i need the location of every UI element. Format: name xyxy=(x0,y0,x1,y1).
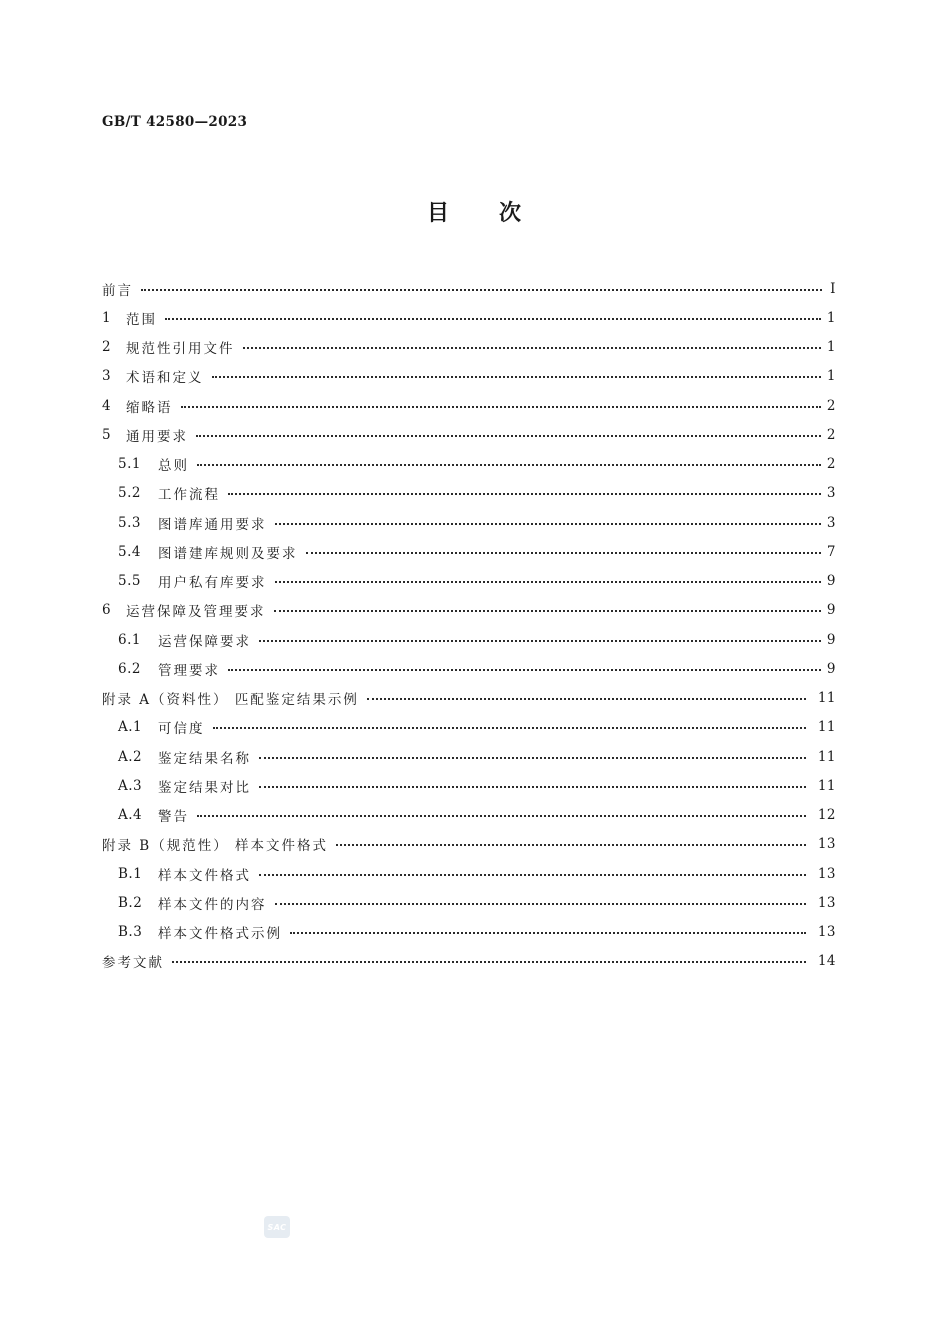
toc-entry-page: 11 xyxy=(817,719,836,736)
toc-entry-number: 6.2 xyxy=(118,660,141,677)
table-of-contents xyxy=(102,274,836,976)
toc-entry-number: 6.1 xyxy=(118,631,141,648)
toc-entry-number: A.2 xyxy=(118,748,143,765)
toc-entry-page: 9 xyxy=(826,602,836,619)
toc-entry[interactable] xyxy=(102,537,836,566)
toc-entry-label: 通用要求 xyxy=(126,428,188,445)
toc-entry-label: 可信度 xyxy=(158,721,205,738)
toc-entry-page: 11 xyxy=(817,777,836,794)
toc-entry-label: 鉴定结果名称 xyxy=(158,750,251,767)
toc-entry-number: 3 xyxy=(102,368,112,385)
toc-dot-leader xyxy=(367,698,806,700)
toc-entry-page: 11 xyxy=(817,690,836,707)
title-char-2: 次 xyxy=(499,201,524,226)
toc-entry-label: 缩略语 xyxy=(126,399,173,416)
toc-entry[interactable] xyxy=(102,801,836,830)
toc-entry[interactable] xyxy=(102,303,836,332)
toc-entry-label: 鉴定结果对比 xyxy=(158,779,251,796)
toc-entry-page: 1 xyxy=(826,368,836,385)
toc-dot-leader xyxy=(213,727,807,729)
toc-dot-leader xyxy=(290,932,806,934)
toc-entry-page: 9 xyxy=(826,631,836,648)
toc-entry-page: 3 xyxy=(826,514,836,531)
toc-dot-leader xyxy=(306,552,821,554)
toc-entry-page: 9 xyxy=(826,573,836,590)
toc-entry-number: 1 xyxy=(102,309,112,326)
toc-entry[interactable] xyxy=(102,947,836,976)
toc-entry-number: B.1 xyxy=(118,865,143,882)
toc-entry-label: 附录 A（资料性） 匹配鉴定结果示例 xyxy=(102,692,359,709)
toc-entry[interactable] xyxy=(102,888,836,917)
toc-entry[interactable] xyxy=(102,713,836,742)
toc-entry-number: 6 xyxy=(102,602,112,619)
toc-entry[interactable] xyxy=(102,742,836,771)
page-title xyxy=(0,196,950,227)
toc-entry-page: 7 xyxy=(826,543,836,560)
toc-entry-page: 13 xyxy=(817,865,836,882)
toc-dot-leader xyxy=(197,815,806,817)
toc-entry-label: 图谱建库规则及要求 xyxy=(158,545,298,562)
toc-dot-leader xyxy=(212,376,821,378)
standard-code: GB/T 42580—2023 xyxy=(102,114,248,130)
toc-dot-leader xyxy=(336,844,806,846)
toc-entry-number: 5.3 xyxy=(118,514,141,531)
toc-entry[interactable] xyxy=(102,420,836,449)
toc-entry-page: 11 xyxy=(817,748,836,765)
toc-entry[interactable] xyxy=(102,654,836,683)
toc-entry[interactable] xyxy=(102,450,836,479)
toc-dot-leader xyxy=(275,581,821,583)
toc-entry-label: 警告 xyxy=(158,809,189,826)
toc-entry-number: 5.5 xyxy=(118,573,141,590)
toc-entry-page: 1 xyxy=(826,309,836,326)
toc-entry-page: 13 xyxy=(817,894,836,911)
toc-entry-page: 13 xyxy=(817,924,836,941)
toc-entry-page: 12 xyxy=(817,807,836,824)
toc-dot-leader xyxy=(196,435,821,437)
toc-dot-leader xyxy=(165,318,821,320)
toc-entry-label: 样本文件格式 xyxy=(158,867,251,884)
toc-dot-leader xyxy=(259,757,806,759)
toc-entry-page: 3 xyxy=(826,485,836,502)
toc-entry[interactable] xyxy=(102,859,836,888)
toc-entry-page: 2 xyxy=(826,426,836,443)
toc-entry-label: 样本文件格式示例 xyxy=(158,926,282,943)
toc-entry-page: 1 xyxy=(826,339,836,356)
toc-entry-number: A.4 xyxy=(118,807,143,824)
toc-dot-leader xyxy=(228,493,821,495)
toc-entry-number: 2 xyxy=(102,339,112,356)
toc-dot-leader xyxy=(259,640,821,642)
toc-entry[interactable] xyxy=(102,596,836,625)
toc-entry[interactable] xyxy=(102,479,836,508)
toc-entry-label: 前言 xyxy=(102,282,133,299)
toc-entry[interactable] xyxy=(102,333,836,362)
toc-entry-number: A.1 xyxy=(118,719,143,736)
sac-watermark-logo: SAC xyxy=(264,1216,290,1238)
toc-dot-leader xyxy=(172,961,806,963)
toc-entry-label: 参考文献 xyxy=(102,955,164,972)
toc-entry[interactable] xyxy=(102,830,836,859)
toc-entry-number: A.3 xyxy=(118,777,143,794)
toc-entry-page: 9 xyxy=(826,660,836,677)
toc-entry-label: 样本文件的内容 xyxy=(158,896,267,913)
toc-entry-label: 总则 xyxy=(158,458,189,475)
toc-entry-label: 管理要求 xyxy=(158,662,220,679)
toc-entry[interactable] xyxy=(102,362,836,391)
toc-dot-leader xyxy=(197,464,821,466)
toc-entry[interactable] xyxy=(102,274,836,303)
title-char-1: 目 xyxy=(426,201,451,226)
toc-entry[interactable] xyxy=(102,567,836,596)
toc-entry-page: 13 xyxy=(817,836,836,853)
toc-dot-leader xyxy=(141,289,822,291)
toc-dot-leader xyxy=(274,610,821,612)
toc-entry-label: 范围 xyxy=(126,311,157,328)
toc-entry-label: 用户私有库要求 xyxy=(158,575,267,592)
toc-entry-label: 运营保障及管理要求 xyxy=(126,604,266,621)
toc-entry[interactable] xyxy=(102,625,836,654)
toc-dot-leader xyxy=(259,786,806,788)
toc-dot-leader xyxy=(181,406,821,408)
toc-entry[interactable] xyxy=(102,391,836,420)
toc-dot-leader xyxy=(275,903,807,905)
toc-entry-label: 运营保障要求 xyxy=(158,633,251,650)
toc-entry-label: 图谱库通用要求 xyxy=(158,516,267,533)
toc-entry-page: Ⅰ xyxy=(830,280,836,297)
toc-entry-number: 5.1 xyxy=(118,456,141,473)
toc-entry-number: 5.2 xyxy=(118,485,141,502)
toc-entry-number: 5.4 xyxy=(118,543,141,560)
toc-entry-label: 规范性引用文件 xyxy=(126,341,235,358)
toc-dot-leader xyxy=(259,874,806,876)
toc-entry-page: 14 xyxy=(817,953,836,970)
toc-entry-number: 5 xyxy=(102,426,112,443)
toc-entry[interactable] xyxy=(102,684,836,713)
toc-entry-page: 2 xyxy=(826,397,836,414)
toc-dot-leader xyxy=(228,669,821,671)
toc-dot-leader xyxy=(243,347,821,349)
toc-entry-label: 术语和定义 xyxy=(126,370,204,387)
toc-entry-label: 工作流程 xyxy=(158,487,220,504)
toc-dot-leader xyxy=(275,523,821,525)
toc-entry[interactable] xyxy=(102,508,836,537)
toc-entry-label: 附录 B（规范性） 样本文件格式 xyxy=(102,838,329,855)
toc-entry-page: 2 xyxy=(826,456,836,473)
toc-entry[interactable] xyxy=(102,918,836,947)
toc-entry-number: 4 xyxy=(102,397,112,414)
toc-entry[interactable] xyxy=(102,771,836,800)
toc-entry-number: B.2 xyxy=(118,894,143,911)
toc-entry-number: B.3 xyxy=(118,924,143,941)
